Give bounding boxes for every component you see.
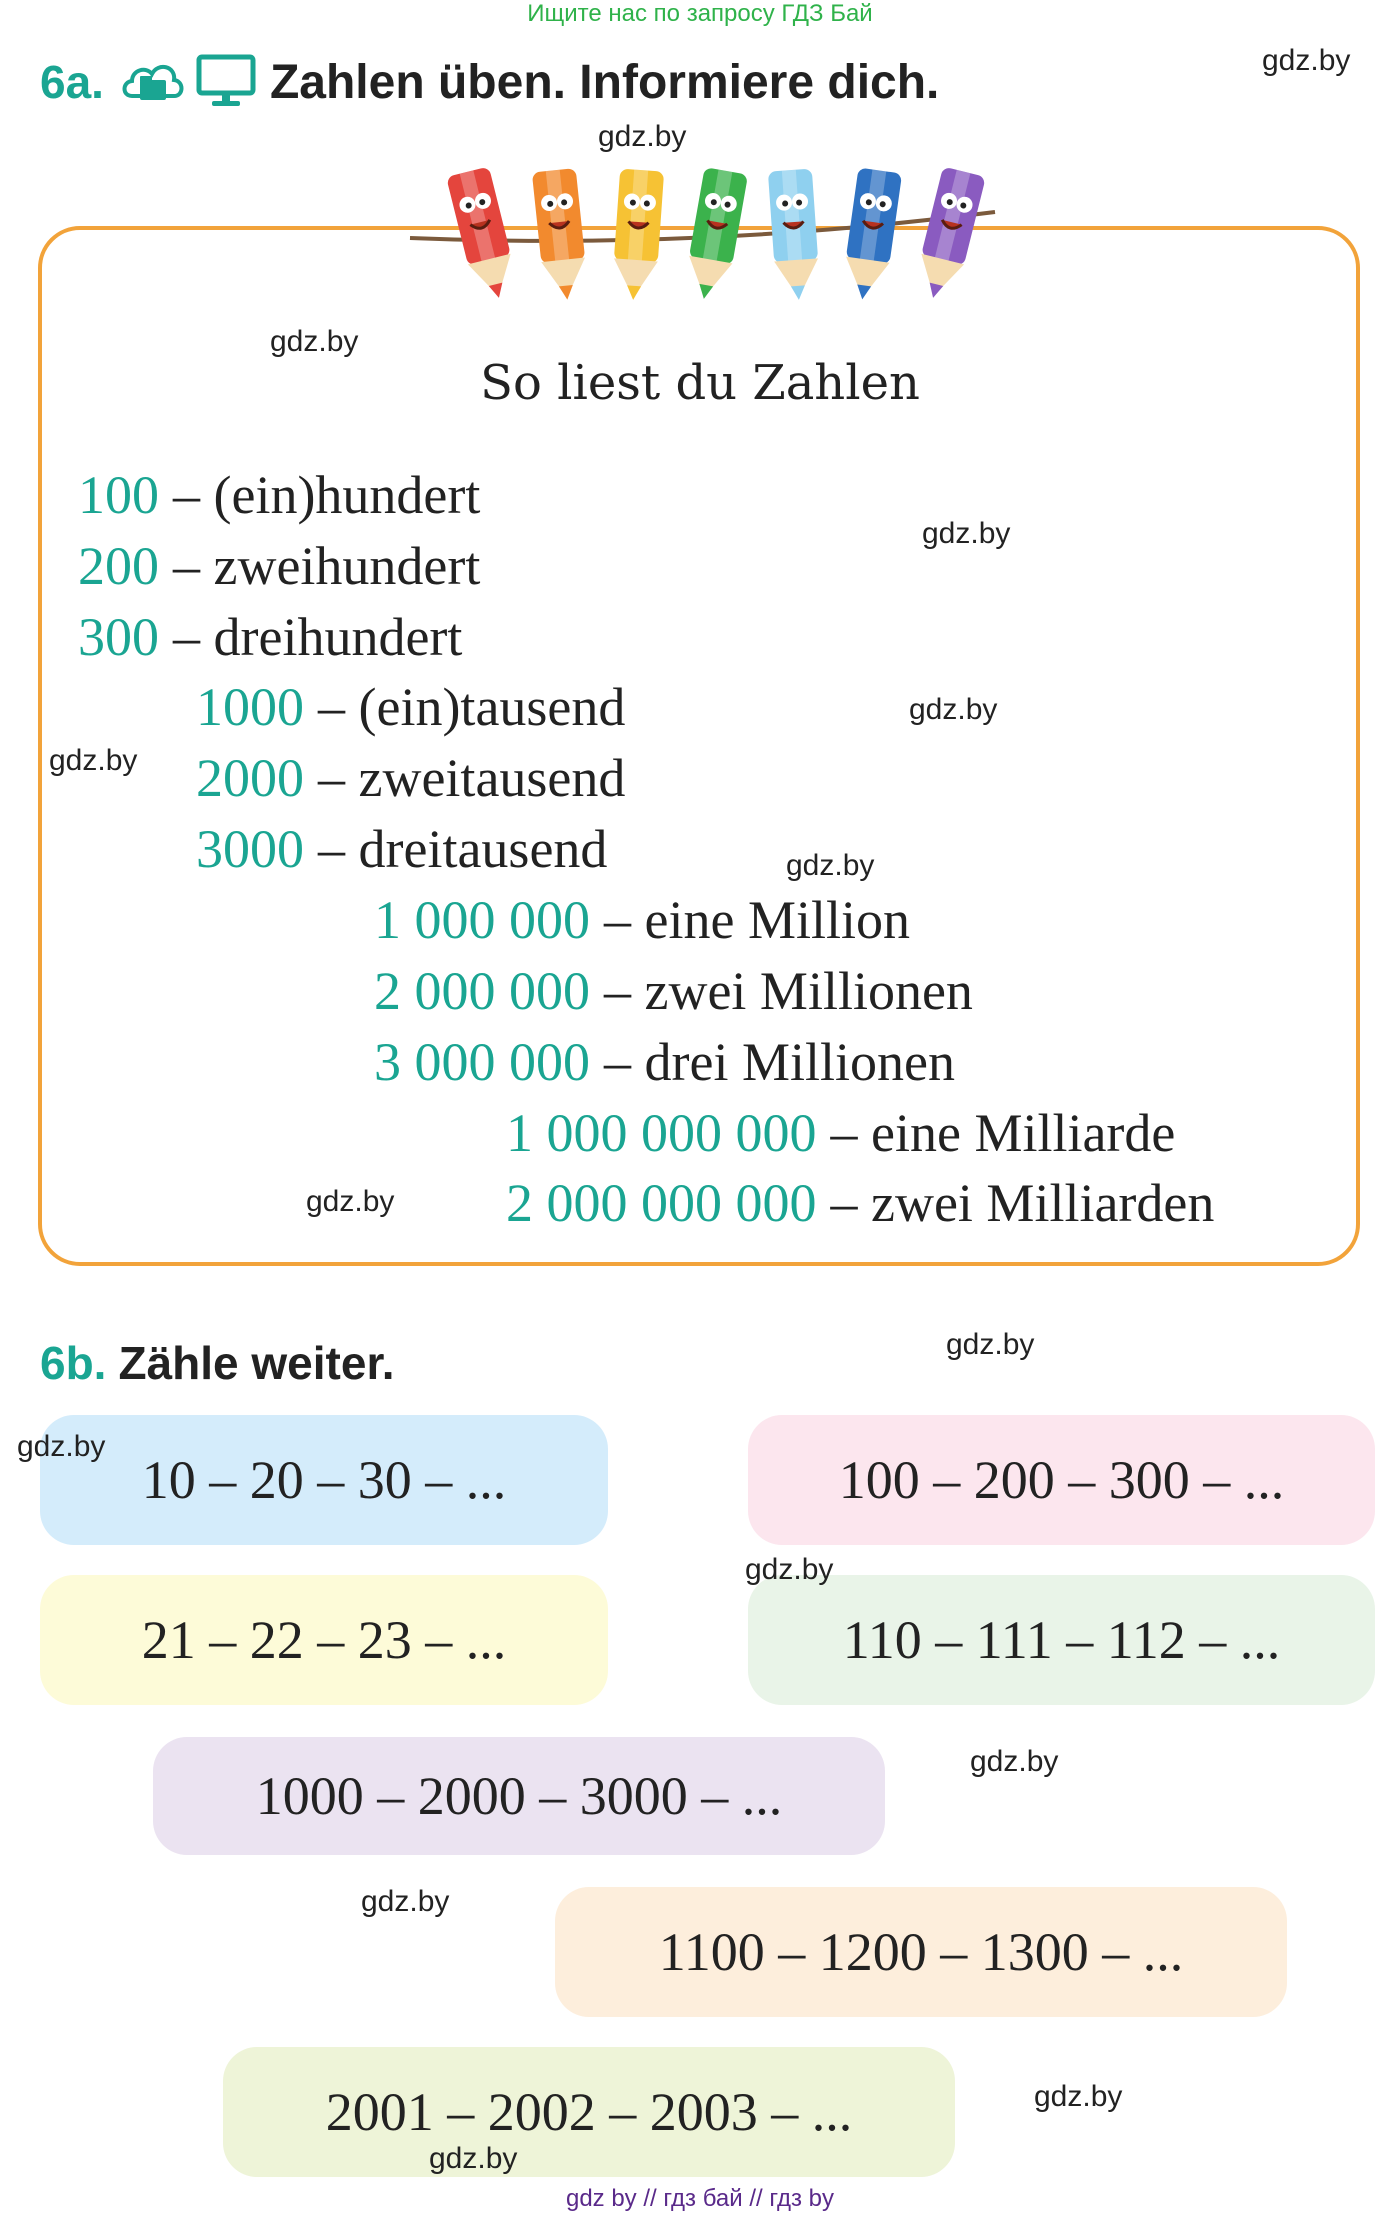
number-word: – zwei Millionen [604,961,973,1021]
exercise-6a-heading [40,52,939,112]
number-word: – dreitausend [318,819,608,879]
sequence-text: 100 – 200 – 300 – ... [838,1450,1285,1510]
number-row [78,536,481,596]
watermark: gdz.by [745,1553,834,1586]
number-value: 2000 [196,748,304,808]
sequence-card [153,1737,885,1855]
watermark: gdz.by [970,1745,1059,1778]
pencil-character [611,169,664,302]
number-value: 100 [78,465,159,525]
watermark: gdz.by [598,120,687,153]
pencil-character [912,166,986,303]
sequence-card [748,1415,1375,1545]
pencil-character [840,168,902,303]
pencils-illustration [400,150,1000,310]
sequence-text: 1100 – 1200 – 1300 – ... [658,1922,1184,1982]
top-banner: Ищите нас по запросу ГДЗ Бай [527,0,873,27]
number-row [196,748,626,808]
sequence-text: 1000 – 2000 – 3000 – ... [255,1766,783,1826]
number-value: 3000 [196,819,304,879]
number-word: – (ein)hundert [173,465,481,525]
sequence-card [40,1575,608,1705]
number-word: – drei Millionen [604,1032,955,1092]
footer-links: gdz by // гдз бай // гдз by [565,2185,835,2212]
pencil-character [532,168,589,302]
sequence-text: 110 – 111 – 112 – ... [842,1610,1281,1670]
watermark: gdz.by [1262,44,1351,77]
cloud-folder-icon [118,56,186,108]
sequence-card [748,1575,1375,1705]
number-row [374,890,910,950]
number-word: – zweihundert [173,536,481,596]
number-row [506,1173,1215,1233]
watermark: gdz.by [429,2142,518,2175]
exercise-6b-heading [40,1335,395,1391]
number-row [374,961,973,1021]
number-word: – zwei Milliarden [830,1173,1215,1233]
number-value: 2 000 000 [374,961,590,1021]
number-value: 2 000 000 000 [506,1173,817,1233]
watermark: gdz.by [49,744,138,777]
number-value: 300 [78,607,159,667]
number-row [374,1032,955,1092]
watermark: gdz.by [786,849,875,882]
number-value: 1 000 000 000 [506,1103,817,1163]
sequence-text: 10 – 20 – 30 – ... [141,1450,507,1510]
sequence-card [40,1415,608,1545]
watermark: gdz.by [361,1885,450,1918]
number-row [196,819,608,879]
watermark: gdz.by [946,1328,1035,1361]
sequence-text: 2001 – 2002 – 2003 – ... [325,2082,853,2142]
pencil-character [768,169,821,302]
number-word: – eine Million [604,890,910,950]
number-value: 1000 [196,677,304,737]
exercise-title: Zahlen üben. Informiere dich. [269,55,940,109]
number-word: – eine Milliarde [830,1103,1176,1163]
number-word: – dreihundert [173,607,463,667]
watermark: gdz.by [922,517,1011,550]
number-value: 3 000 000 [374,1032,590,1092]
pencil-character [446,166,520,303]
sequence-text: 21 – 22 – 23 – ... [141,1610,507,1670]
watermark: gdz.by [17,1430,106,1463]
watermark: gdz.by [1034,2080,1123,2113]
watermark: gdz.by [270,325,359,358]
number-row [196,677,626,737]
watermark: gdz.by [909,693,998,726]
exercise-title: Zähle weiter. [118,1337,395,1389]
number-value: 200 [78,536,159,596]
number-word: – zweitausend [318,748,626,808]
sequence-card [223,2047,955,2177]
exercise-number: 6a. [40,56,104,108]
number-word: – (ein)tausend [318,677,626,737]
number-row [506,1103,1176,1163]
box-title: So liest du Zahlen [480,355,920,411]
number-row [78,465,481,525]
number-value: 1 000 000 [374,890,590,950]
sequence-card [555,1887,1287,2017]
monitor-icon [196,54,256,110]
exercise-number: 6b. [40,1337,107,1389]
watermark: gdz.by [306,1185,395,1218]
number-row [78,607,463,667]
